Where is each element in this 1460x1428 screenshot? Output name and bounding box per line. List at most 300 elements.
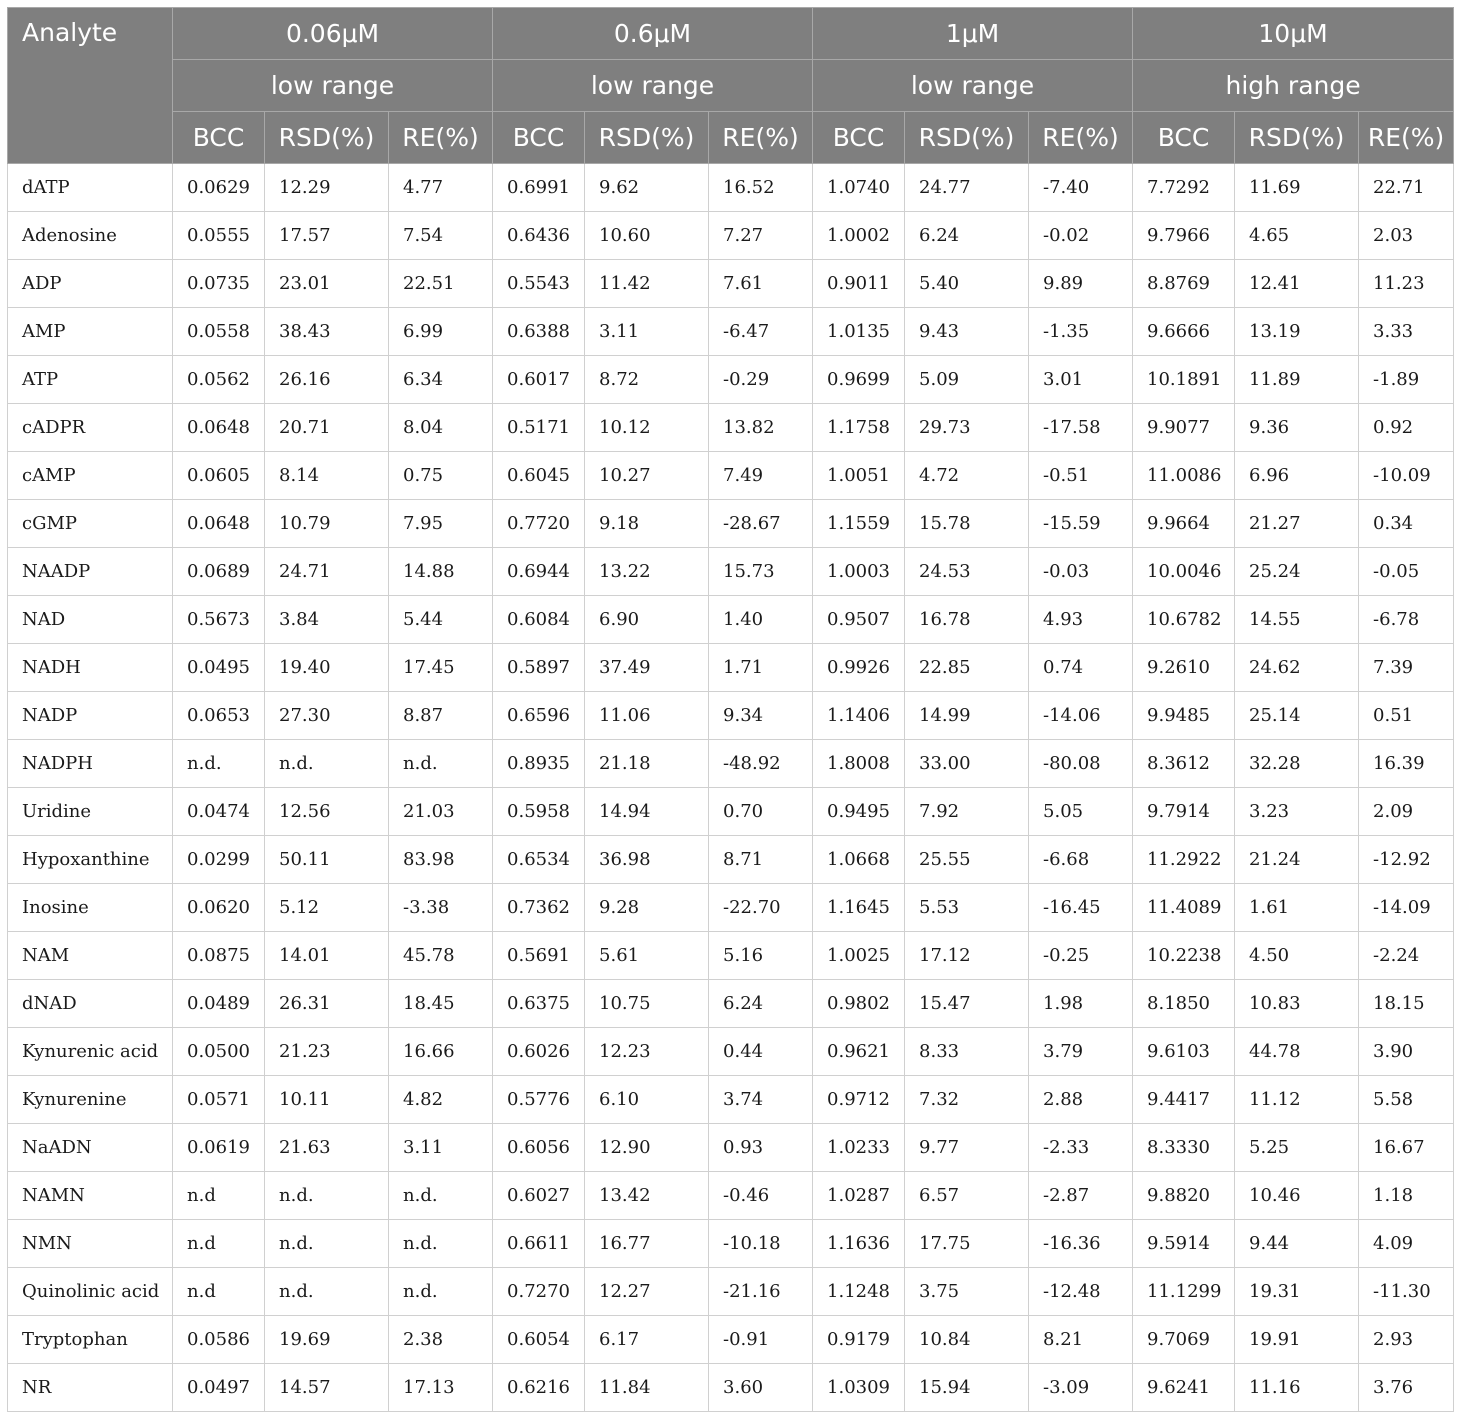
re-cell: 7.61: [709, 260, 813, 308]
re-cell: 5.16: [709, 932, 813, 980]
rsd-cell: 10.27: [585, 452, 709, 500]
table-row: [8, 644, 1454, 692]
re-cell: 9.34: [709, 692, 813, 740]
re-cell: -12.48: [1029, 1268, 1133, 1316]
range-header: low range: [173, 60, 493, 112]
bcc-cell: 0.0619: [173, 1124, 265, 1172]
re-cell: 0.93: [709, 1124, 813, 1172]
rsd-cell: 4.65: [1235, 212, 1359, 260]
bcc-cell: 1.0287: [813, 1172, 905, 1220]
bcc-cell: 8.1850: [1133, 980, 1235, 1028]
bcc-cell: 0.0497: [173, 1364, 265, 1412]
rsd-cell: 23.01: [265, 260, 389, 308]
rsd-cell: 4.50: [1235, 932, 1359, 980]
bcc-cell: 0.9926: [813, 644, 905, 692]
rsd-cell: 26.31: [265, 980, 389, 1028]
re-cell: -0.03: [1029, 548, 1133, 596]
rsd-cell: 11.84: [585, 1364, 709, 1412]
re-cell: 7.95: [389, 500, 493, 548]
re-cell: 17.13: [389, 1364, 493, 1412]
re-cell: 8.21: [1029, 1316, 1133, 1364]
re-cell: 6.24: [709, 980, 813, 1028]
rsd-cell: 3.75: [905, 1268, 1029, 1316]
analyte-cell: ATP: [8, 356, 173, 404]
re-header: RE(%): [1359, 112, 1454, 164]
re-cell: 0.70: [709, 788, 813, 836]
table-row: [8, 356, 1454, 404]
rsd-cell: 12.56: [265, 788, 389, 836]
rsd-cell: 12.27: [585, 1268, 709, 1316]
header-row-metrics: [8, 112, 1454, 164]
rsd-cell: 26.16: [265, 356, 389, 404]
re-cell: 3.79: [1029, 1028, 1133, 1076]
re-cell: 18.15: [1359, 980, 1454, 1028]
bcc-cell: 0.6084: [493, 596, 585, 644]
rsd-cell: 10.11: [265, 1076, 389, 1124]
re-cell: 3.11: [389, 1124, 493, 1172]
rsd-cell: 33.00: [905, 740, 1029, 788]
rsd-cell: 21.23: [265, 1028, 389, 1076]
re-cell: 0.92: [1359, 404, 1454, 452]
re-cell: -2.33: [1029, 1124, 1133, 1172]
re-cell: 0.51: [1359, 692, 1454, 740]
rsd-cell: 6.90: [585, 596, 709, 644]
analyte-cell: NR: [8, 1364, 173, 1412]
bcc-cell: 7.7292: [1133, 164, 1235, 212]
bcc-cell: 0.6017: [493, 356, 585, 404]
re-cell: 18.45: [389, 980, 493, 1028]
rsd-header: RSD(%): [905, 112, 1029, 164]
re-cell: 0.75: [389, 452, 493, 500]
re-cell: -0.51: [1029, 452, 1133, 500]
analyte-cell: NADH: [8, 644, 173, 692]
bcc-cell: 0.9495: [813, 788, 905, 836]
rsd-cell: 5.09: [905, 356, 1029, 404]
re-cell: 0.74: [1029, 644, 1133, 692]
bcc-cell: 1.1758: [813, 404, 905, 452]
rsd-cell: 19.40: [265, 644, 389, 692]
analyte-cell: NMN: [8, 1220, 173, 1268]
rsd-cell: 11.16: [1235, 1364, 1359, 1412]
bcc-cell: 0.0689: [173, 548, 265, 596]
bcc-cell: 10.0046: [1133, 548, 1235, 596]
table-row: [8, 452, 1454, 500]
bcc-cell: 0.0299: [173, 836, 265, 884]
bcc-cell: 1.0002: [813, 212, 905, 260]
bcc-cell: 1.1636: [813, 1220, 905, 1268]
re-cell: n.d.: [389, 1172, 493, 1220]
bcc-cell: 0.9507: [813, 596, 905, 644]
re-cell: 8.04: [389, 404, 493, 452]
bcc-cell: 1.0025: [813, 932, 905, 980]
re-cell: 2.38: [389, 1316, 493, 1364]
bcc-cell: 0.9712: [813, 1076, 905, 1124]
bcc-cell: 1.0668: [813, 836, 905, 884]
rsd-cell: 9.28: [585, 884, 709, 932]
re-cell: 17.45: [389, 644, 493, 692]
bcc-cell: 1.0740: [813, 164, 905, 212]
table-row: [8, 980, 1454, 1028]
table-row: [8, 1364, 1454, 1412]
re-cell: -28.67: [709, 500, 813, 548]
re-cell: 13.82: [709, 404, 813, 452]
re-cell: -16.45: [1029, 884, 1133, 932]
re-cell: 16.67: [1359, 1124, 1454, 1172]
re-cell: -14.06: [1029, 692, 1133, 740]
re-cell: -0.46: [709, 1172, 813, 1220]
bcc-cell: 10.6782: [1133, 596, 1235, 644]
rsd-cell: 13.42: [585, 1172, 709, 1220]
rsd-cell: 10.12: [585, 404, 709, 452]
re-cell: n.d.: [389, 1220, 493, 1268]
rsd-cell: 19.69: [265, 1316, 389, 1364]
rsd-cell: 14.55: [1235, 596, 1359, 644]
bcc-cell: 0.0648: [173, 404, 265, 452]
bcc-cell: 0.6596: [493, 692, 585, 740]
bcc-cell: 0.9699: [813, 356, 905, 404]
rsd-cell: 5.53: [905, 884, 1029, 932]
rsd-cell: 12.90: [585, 1124, 709, 1172]
analyte-cell: Adenosine: [8, 212, 173, 260]
re-cell: 8.71: [709, 836, 813, 884]
re-cell: 8.87: [389, 692, 493, 740]
rsd-cell: 12.29: [265, 164, 389, 212]
re-cell: 0.34: [1359, 500, 1454, 548]
rsd-cell: 32.28: [1235, 740, 1359, 788]
rsd-cell: 10.84: [905, 1316, 1029, 1364]
bcc-header: BCC: [173, 112, 265, 164]
table-row: [8, 404, 1454, 452]
bcc-cell: 0.5691: [493, 932, 585, 980]
rsd-cell: 15.78: [905, 500, 1029, 548]
bcc-cell: 0.7720: [493, 500, 585, 548]
analyte-cell: Kynurenic acid: [8, 1028, 173, 1076]
table-row: [8, 500, 1454, 548]
bcc-cell: 0.8935: [493, 740, 585, 788]
table-row: [8, 884, 1454, 932]
re-cell: -80.08: [1029, 740, 1133, 788]
re-cell: 22.51: [389, 260, 493, 308]
rsd-cell: 10.75: [585, 980, 709, 1028]
bcc-cell: 1.1645: [813, 884, 905, 932]
bcc-cell: 0.6388: [493, 308, 585, 356]
bcc-cell: 0.5171: [493, 404, 585, 452]
rsd-cell: 8.14: [265, 452, 389, 500]
header-row-concentration: [8, 8, 1454, 60]
analyte-cell: dATP: [8, 164, 173, 212]
rsd-cell: 6.57: [905, 1172, 1029, 1220]
bcc-cell: 0.9011: [813, 260, 905, 308]
table-row: [8, 1124, 1454, 1172]
re-header: RE(%): [1029, 112, 1133, 164]
rsd-cell: 25.55: [905, 836, 1029, 884]
rsd-cell: 16.77: [585, 1220, 709, 1268]
rsd-cell: 5.12: [265, 884, 389, 932]
bcc-cell: 0.7362: [493, 884, 585, 932]
bcc-cell: 0.0495: [173, 644, 265, 692]
analyte-cell: NaADN: [8, 1124, 173, 1172]
rsd-cell: 8.72: [585, 356, 709, 404]
concentration-header: 1μM: [813, 8, 1133, 60]
bcc-cell: 0.0586: [173, 1316, 265, 1364]
table-row: [8, 932, 1454, 980]
re-cell: 3.76: [1359, 1364, 1454, 1412]
bcc-cell: 1.8008: [813, 740, 905, 788]
bcc-cell: 0.0648: [173, 500, 265, 548]
rsd-cell: n.d.: [265, 740, 389, 788]
analyte-cell: NAM: [8, 932, 173, 980]
rsd-cell: 11.89: [1235, 356, 1359, 404]
rsd-cell: 9.18: [585, 500, 709, 548]
bcc-cell: 10.1891: [1133, 356, 1235, 404]
re-cell: 4.09: [1359, 1220, 1454, 1268]
rsd-cell: 14.57: [265, 1364, 389, 1412]
re-cell: -6.47: [709, 308, 813, 356]
re-cell: 4.82: [389, 1076, 493, 1124]
bcc-cell: 0.6027: [493, 1172, 585, 1220]
table-row: [8, 740, 1454, 788]
rsd-cell: 37.49: [585, 644, 709, 692]
bcc-cell: 8.8769: [1133, 260, 1235, 308]
bcc-cell: n.d.: [173, 740, 265, 788]
re-cell: 1.98: [1029, 980, 1133, 1028]
re-cell: 2.03: [1359, 212, 1454, 260]
rsd-cell: 14.01: [265, 932, 389, 980]
rsd-cell: n.d.: [265, 1172, 389, 1220]
table-row: [8, 596, 1454, 644]
re-cell: -17.58: [1029, 404, 1133, 452]
re-cell: -0.29: [709, 356, 813, 404]
bcc-cell: 8.3612: [1133, 740, 1235, 788]
re-cell: 1.40: [709, 596, 813, 644]
rsd-cell: 36.98: [585, 836, 709, 884]
rsd-cell: 11.12: [1235, 1076, 1359, 1124]
bcc-cell: 11.1299: [1133, 1268, 1235, 1316]
bcc-cell: 1.0309: [813, 1364, 905, 1412]
rsd-cell: 15.94: [905, 1364, 1029, 1412]
bcc-cell: 8.3330: [1133, 1124, 1235, 1172]
re-cell: 2.88: [1029, 1076, 1133, 1124]
re-header: RE(%): [389, 112, 493, 164]
table-header: [8, 8, 1454, 164]
re-cell: 7.27: [709, 212, 813, 260]
rsd-cell: 38.43: [265, 308, 389, 356]
re-cell: -0.25: [1029, 932, 1133, 980]
re-cell: -16.36: [1029, 1220, 1133, 1268]
analyte-cell: cAMP: [8, 452, 173, 500]
rsd-header: RSD(%): [1235, 112, 1359, 164]
rsd-cell: 6.24: [905, 212, 1029, 260]
bcc-cell: 0.0500: [173, 1028, 265, 1076]
bcc-cell: 0.0735: [173, 260, 265, 308]
rsd-cell: 12.23: [585, 1028, 709, 1076]
re-cell: 3.60: [709, 1364, 813, 1412]
table-row: [8, 1220, 1454, 1268]
re-cell: 7.54: [389, 212, 493, 260]
re-cell: -6.68: [1029, 836, 1133, 884]
rsd-cell: 13.19: [1235, 308, 1359, 356]
rsd-cell: 25.14: [1235, 692, 1359, 740]
bcc-cell: 1.0135: [813, 308, 905, 356]
rsd-cell: 9.44: [1235, 1220, 1359, 1268]
concentration-header: 0.6μM: [493, 8, 813, 60]
re-cell: 1.18: [1359, 1172, 1454, 1220]
rsd-cell: 4.72: [905, 452, 1029, 500]
bcc-cell: 0.6534: [493, 836, 585, 884]
re-cell: 2.93: [1359, 1316, 1454, 1364]
analyte-cell: NAD: [8, 596, 173, 644]
re-cell: -12.92: [1359, 836, 1454, 884]
re-cell: -21.16: [709, 1268, 813, 1316]
bcc-cell: 0.0571: [173, 1076, 265, 1124]
rsd-cell: 24.77: [905, 164, 1029, 212]
rsd-cell: 6.10: [585, 1076, 709, 1124]
rsd-cell: 11.42: [585, 260, 709, 308]
rsd-cell: 13.22: [585, 548, 709, 596]
rsd-cell: 6.17: [585, 1316, 709, 1364]
bcc-cell: 0.9621: [813, 1028, 905, 1076]
analyte-cell: dNAD: [8, 980, 173, 1028]
bcc-cell: 0.5673: [173, 596, 265, 644]
bcc-cell: 0.0629: [173, 164, 265, 212]
rsd-cell: 7.92: [905, 788, 1029, 836]
re-cell: -11.30: [1359, 1268, 1454, 1316]
bcc-cell: 1.0233: [813, 1124, 905, 1172]
bcc-cell: 1.0003: [813, 548, 905, 596]
rsd-cell: 21.18: [585, 740, 709, 788]
rsd-cell: 19.31: [1235, 1268, 1359, 1316]
re-cell: 3.74: [709, 1076, 813, 1124]
analyte-cell: Hypoxanthine: [8, 836, 173, 884]
bcc-cell: 0.0620: [173, 884, 265, 932]
re-cell: 3.33: [1359, 308, 1454, 356]
rsd-cell: n.d.: [265, 1268, 389, 1316]
rsd-cell: 24.53: [905, 548, 1029, 596]
re-cell: 45.78: [389, 932, 493, 980]
bcc-cell: 9.6103: [1133, 1028, 1235, 1076]
re-cell: 1.71: [709, 644, 813, 692]
bcc-cell: 9.8820: [1133, 1172, 1235, 1220]
bcc-cell: 1.1406: [813, 692, 905, 740]
rsd-cell: 12.41: [1235, 260, 1359, 308]
re-cell: -2.24: [1359, 932, 1454, 980]
analyte-column-header: Analyte: [8, 8, 173, 164]
rsd-cell: 9.62: [585, 164, 709, 212]
re-cell: -1.35: [1029, 308, 1133, 356]
rsd-cell: 25.24: [1235, 548, 1359, 596]
rsd-cell: 10.46: [1235, 1172, 1359, 1220]
concentration-header: 10μM: [1133, 8, 1454, 60]
re-cell: 21.03: [389, 788, 493, 836]
bcc-cell: 9.7069: [1133, 1316, 1235, 1364]
analyte-cell: Quinolinic acid: [8, 1268, 173, 1316]
bcc-cell: 0.9179: [813, 1316, 905, 1364]
rsd-cell: n.d.: [265, 1220, 389, 1268]
bcc-cell: 9.9077: [1133, 404, 1235, 452]
re-cell: 7.39: [1359, 644, 1454, 692]
table-row: [8, 788, 1454, 836]
analyte-cell: NAMN: [8, 1172, 173, 1220]
rsd-cell: 22.85: [905, 644, 1029, 692]
analyte-table: [7, 7, 1454, 1412]
analyte-cell: cADPR: [8, 404, 173, 452]
table-row: [8, 1172, 1454, 1220]
rsd-cell: 17.75: [905, 1220, 1029, 1268]
rsd-header: RSD(%): [585, 112, 709, 164]
table-row: [8, 1028, 1454, 1076]
table-body: [8, 164, 1454, 1412]
bcc-cell: 0.6054: [493, 1316, 585, 1364]
rsd-cell: 11.69: [1235, 164, 1359, 212]
bcc-cell: 0.0474: [173, 788, 265, 836]
bcc-cell: 9.7914: [1133, 788, 1235, 836]
re-cell: 4.77: [389, 164, 493, 212]
rsd-cell: 50.11: [265, 836, 389, 884]
rsd-cell: 21.27: [1235, 500, 1359, 548]
analyte-cell: NADPH: [8, 740, 173, 788]
rsd-cell: 3.23: [1235, 788, 1359, 836]
re-cell: -0.02: [1029, 212, 1133, 260]
analyte-cell: ADP: [8, 260, 173, 308]
rsd-cell: 6.96: [1235, 452, 1359, 500]
re-cell: 3.01: [1029, 356, 1133, 404]
re-cell: 9.89: [1029, 260, 1133, 308]
re-cell: -2.87: [1029, 1172, 1133, 1220]
analyte-cell: Uridine: [8, 788, 173, 836]
bcc-cell: n.d: [173, 1172, 265, 1220]
rsd-cell: 9.36: [1235, 404, 1359, 452]
re-cell: 16.66: [389, 1028, 493, 1076]
re-cell: n.d.: [389, 1268, 493, 1316]
rsd-cell: 3.84: [265, 596, 389, 644]
re-cell: 16.52: [709, 164, 813, 212]
bcc-cell: 0.6375: [493, 980, 585, 1028]
rsd-cell: 15.47: [905, 980, 1029, 1028]
rsd-cell: 16.78: [905, 596, 1029, 644]
bcc-cell: 9.5914: [1133, 1220, 1235, 1268]
re-cell: 15.73: [709, 548, 813, 596]
re-cell: -1.89: [1359, 356, 1454, 404]
re-cell: 5.05: [1029, 788, 1133, 836]
bcc-cell: 1.0051: [813, 452, 905, 500]
analyte-cell: Inosine: [8, 884, 173, 932]
bcc-cell: 0.5543: [493, 260, 585, 308]
bcc-cell: 0.6056: [493, 1124, 585, 1172]
rsd-cell: 10.83: [1235, 980, 1359, 1028]
bcc-cell: 0.6436: [493, 212, 585, 260]
bcc-cell: 1.1559: [813, 500, 905, 548]
rsd-cell: 29.73: [905, 404, 1029, 452]
re-cell: -3.38: [389, 884, 493, 932]
bcc-cell: 0.0489: [173, 980, 265, 1028]
table-row: [8, 1076, 1454, 1124]
rsd-cell: 44.78: [1235, 1028, 1359, 1076]
range-header: low range: [813, 60, 1133, 112]
bcc-cell: 0.0653: [173, 692, 265, 740]
re-cell: 7.49: [709, 452, 813, 500]
rsd-cell: 17.12: [905, 932, 1029, 980]
re-cell: 4.93: [1029, 596, 1133, 644]
re-cell: -0.91: [709, 1316, 813, 1364]
bcc-cell: 11.0086: [1133, 452, 1235, 500]
rsd-cell: 24.71: [265, 548, 389, 596]
analyte-cell: NADP: [8, 692, 173, 740]
bcc-cell: 9.6241: [1133, 1364, 1235, 1412]
bcc-cell: 9.9664: [1133, 500, 1235, 548]
range-header: high range: [1133, 60, 1454, 112]
bcc-cell: n.d: [173, 1220, 265, 1268]
bcc-cell: 11.4089: [1133, 884, 1235, 932]
